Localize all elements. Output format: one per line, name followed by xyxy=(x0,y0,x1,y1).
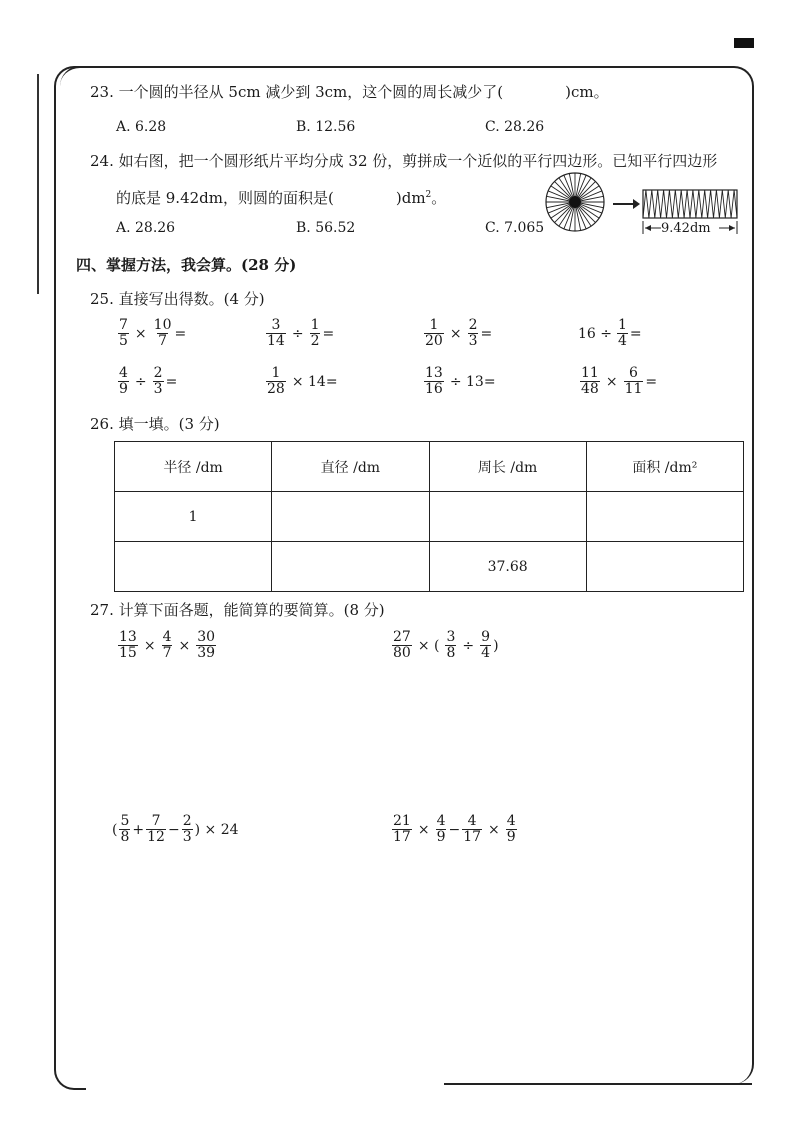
arrow-right-icon xyxy=(613,199,640,209)
fraction: $\frac{7}{5}$ xyxy=(119,317,128,349)
parallelogram-icon xyxy=(643,190,737,218)
question-24 xyxy=(90,151,717,171)
table-cell: 1 xyxy=(115,492,272,542)
fraction: $\frac{13}{16}$ xyxy=(425,365,443,397)
fraction: $\frac{27}{80}$ xyxy=(393,629,411,661)
table-header-row xyxy=(115,442,744,492)
unit-exponent: 2 xyxy=(425,190,432,200)
option-c[interactable]: C. 7.065 xyxy=(485,220,545,236)
fraction: $\frac{1}{4}$ xyxy=(618,317,627,349)
expr-27-1: $\frac{13}{15}$ × $\frac{4}{7}$ × $\frac{30}{39}$ xyxy=(119,629,216,661)
divided-circle-icon xyxy=(546,173,604,231)
fraction: $\frac{13}{15}$ xyxy=(119,629,137,661)
fraction: $\frac{3}{14}$ xyxy=(267,317,285,349)
binding-line xyxy=(37,74,39,294)
option-a[interactable]: A. 6.28 xyxy=(116,119,167,135)
fraction: $\frac{5}{8}$ xyxy=(120,813,130,845)
fraction: $\frac{3}{8}$ xyxy=(446,629,456,661)
option-b[interactable]: B. 56.52 xyxy=(296,220,356,236)
expr-27-3: ( $\frac{5}{8}$ + $\frac{7}{12}$ − $\frac{2}{3}$ ) × 24 xyxy=(112,813,239,845)
question-text: 的底是 9.42dm，则圆的面积是( xyxy=(116,189,334,207)
base-length-label: 9.42dm xyxy=(661,221,711,236)
page-corner-mark xyxy=(734,38,754,48)
question-23 xyxy=(90,82,609,102)
table-header: 周长 /dm xyxy=(429,442,586,492)
fraction: $\frac{1}{28}$ xyxy=(267,365,285,397)
question-27-title: 27. 计算下面各题，能简算的要简算。(8 分) xyxy=(90,601,385,619)
option-a[interactable]: A. 28.26 xyxy=(116,220,176,236)
expr-25-3: $\frac{1}{20}$ × $\frac{2}{3}$ = xyxy=(425,317,493,349)
expr-25-1: $\frac{7}{5}$ × $\frac{10}{7}$ = xyxy=(119,317,187,349)
fraction: $\frac{2}{3}$ xyxy=(468,317,478,349)
fraction: $\frac{2}{3}$ xyxy=(182,813,192,845)
fraction: $\frac{1}{20}$ xyxy=(425,317,443,349)
expr-25-7: $\frac{13}{16}$ ÷ 13= xyxy=(425,365,496,397)
expr-25-8: $\frac{11}{48}$ × $\frac{6}{11}$ = xyxy=(581,365,658,397)
table-cell-blank[interactable] xyxy=(586,492,743,542)
table-header: 半径 /dm xyxy=(115,442,272,492)
fraction: $\frac{6}{11}$ xyxy=(624,365,643,397)
fraction: $\frac{4}{17}$ xyxy=(463,813,482,845)
expr-27-2: $\frac{27}{80}$ × ( $\frac{3}{8}$ ÷ $\frac{9}{4}$ ) xyxy=(393,629,499,661)
circle-table xyxy=(114,441,744,592)
question-text: 一个圆的半径从 5cm 减少到 3cm，这个圆的周长减少了( xyxy=(118,83,504,101)
question-text-end: )dm xyxy=(395,189,426,207)
expr-27-4: $\frac{21}{17}$ × $\frac{4}{9}$ − $\frac{4}{17}$ × $\frac{4}{9}$ xyxy=(393,813,516,845)
question-punct: 。 xyxy=(431,189,447,207)
fraction: $\frac{2}{3}$ xyxy=(153,365,163,397)
expr-25-6: $\frac{1}{28}$ × 14= xyxy=(267,365,338,397)
question-25-title: 25. 直接写出得数。(4 分) xyxy=(90,290,265,308)
table-row xyxy=(115,542,744,592)
table-cell: 37.68 xyxy=(429,542,586,592)
option-b[interactable]: B. 12.56 xyxy=(296,119,356,135)
fraction: $\frac{21}{17}$ xyxy=(393,813,411,845)
table-cell-blank[interactable] xyxy=(272,492,429,542)
table-header: 面积 /dm² xyxy=(586,442,743,492)
question-text-end: )cm。 xyxy=(565,83,609,101)
fraction: $\frac{4}{9}$ xyxy=(119,365,128,397)
question-number: 24. xyxy=(90,152,114,170)
table-cell-blank[interactable] xyxy=(272,542,429,592)
section-title: 四、掌握方法，我会算。(28 分) xyxy=(76,256,297,274)
question-text: 如右图，把一个圆形纸片平均分成 32 份，剪拼成一个近似的平行四边形。已知平行四边形 xyxy=(118,152,718,170)
table-header: 直径 /dm xyxy=(272,442,429,492)
fraction: $\frac{9}{4}$ xyxy=(481,629,491,661)
fraction: $\frac{1}{2}$ xyxy=(310,317,320,349)
fraction: $\frac{10}{7}$ xyxy=(153,317,172,349)
table-cell-blank[interactable] xyxy=(429,492,586,542)
table-cell-blank[interactable] xyxy=(586,542,743,592)
fraction: $\frac{4}{7}$ xyxy=(162,629,172,661)
fraction: $\frac{11}{48}$ xyxy=(581,365,599,397)
table-row xyxy=(115,492,744,542)
option-c[interactable]: C. 28.26 xyxy=(485,119,545,135)
question-number: 23. xyxy=(90,83,114,101)
fraction: $\frac{4}{9}$ xyxy=(436,813,446,845)
fraction: $\frac{7}{12}$ xyxy=(147,813,165,845)
page-border-bottom xyxy=(444,1083,752,1085)
fraction: $\frac{30}{39}$ xyxy=(197,629,216,661)
fraction: $\frac{4}{9}$ xyxy=(506,813,516,845)
expr-25-4: 16 ÷ $\frac{1}{4}$ = xyxy=(578,317,642,349)
expr-25-2: $\frac{3}{14}$ ÷ $\frac{1}{2}$ = xyxy=(267,317,335,349)
table-cell-blank[interactable] xyxy=(115,542,272,592)
circle-to-parallelogram-figure xyxy=(545,172,745,242)
expr-25-5: $\frac{4}{9}$ ÷ $\frac{2}{3}$ = xyxy=(119,365,178,397)
question-24-line2 xyxy=(116,185,446,208)
question-26-title: 26. 填一填。(3 分) xyxy=(90,415,220,433)
